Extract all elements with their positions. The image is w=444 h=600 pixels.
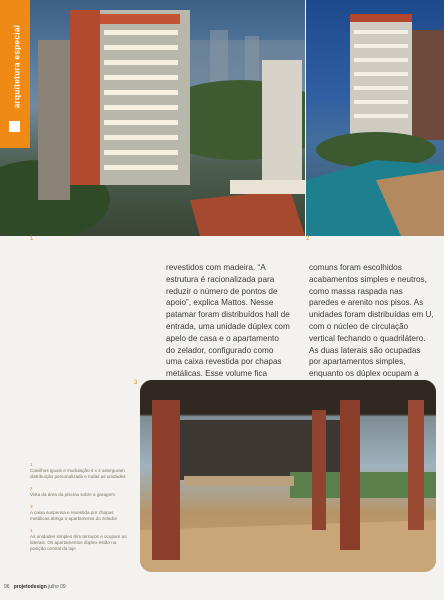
caption-number: 1: [30, 462, 33, 467]
pool-view-illustration: [306, 0, 444, 236]
page-number: 96: [4, 584, 10, 590]
pool-view-photo: [306, 0, 444, 236]
photo-number-1: 1: [30, 236, 34, 242]
caption-number: 3: [30, 504, 33, 509]
article-column-2: comuns foram escolhidos acabamentos simples e neutros, como massa raspada nas paredes e arenito nos pisos. As unidades foram distribuídas em U, com o núcleo de circulação vertical fechando o quadrilátero. As duas laterais são ocupadas por apartamentos simples, enquanto os dúplex ocupam a: [309, 263, 434, 379]
caption-3: [30, 504, 130, 522]
building-facade-photo: [0, 0, 305, 236]
caption-4: [30, 528, 130, 552]
ground-floor-photo: [140, 380, 436, 572]
caption-text: Caixilhos iguais e modulação 4 x 4 asseguram distribuição personalizada e todas as unidades: [30, 468, 126, 479]
caption-number: 2: [30, 486, 33, 491]
caption-2: [30, 486, 130, 498]
caption-1: [30, 462, 130, 480]
section-tab-label: arquitetura especial: [12, 24, 22, 109]
caption-text: As unidades simples têm terraços e ocupam as laterais. Os apartamentos dúplex estão na posição central da laje: [30, 534, 127, 551]
section-tab: [0, 0, 30, 148]
caption-number: 4: [30, 528, 33, 533]
section-square-icon: [9, 121, 20, 132]
page-footer: [4, 584, 66, 590]
magazine-name: projetodesign: [13, 584, 47, 590]
photo-number-3: 3: [134, 380, 138, 386]
building-facade-illustration: [0, 0, 305, 236]
article-column-1: revestidos com madeira. “A estrutura é racionalizada para reduzir o número de pontos de apoio”, explica Mattos. Nesse patamar foram distribuídos hall de entrada, uma unidade dúplex com apelo de casa e o apartamento do zelador, configurado como uma caixa revestida por chapas metálicas. Esse volume fica: [166, 263, 290, 379]
caption-text: A caixa suspensa e revestida por chapas metálicas abriga o apartamento do zelador: [30, 510, 118, 521]
photo-number-2: 2: [306, 236, 310, 242]
ground-floor-illustration: [140, 380, 436, 572]
issue-date: julho 09: [48, 584, 66, 590]
photo-captions: [30, 462, 130, 558]
caption-text: Vista da área da piscina sobre a garagem: [30, 492, 115, 497]
